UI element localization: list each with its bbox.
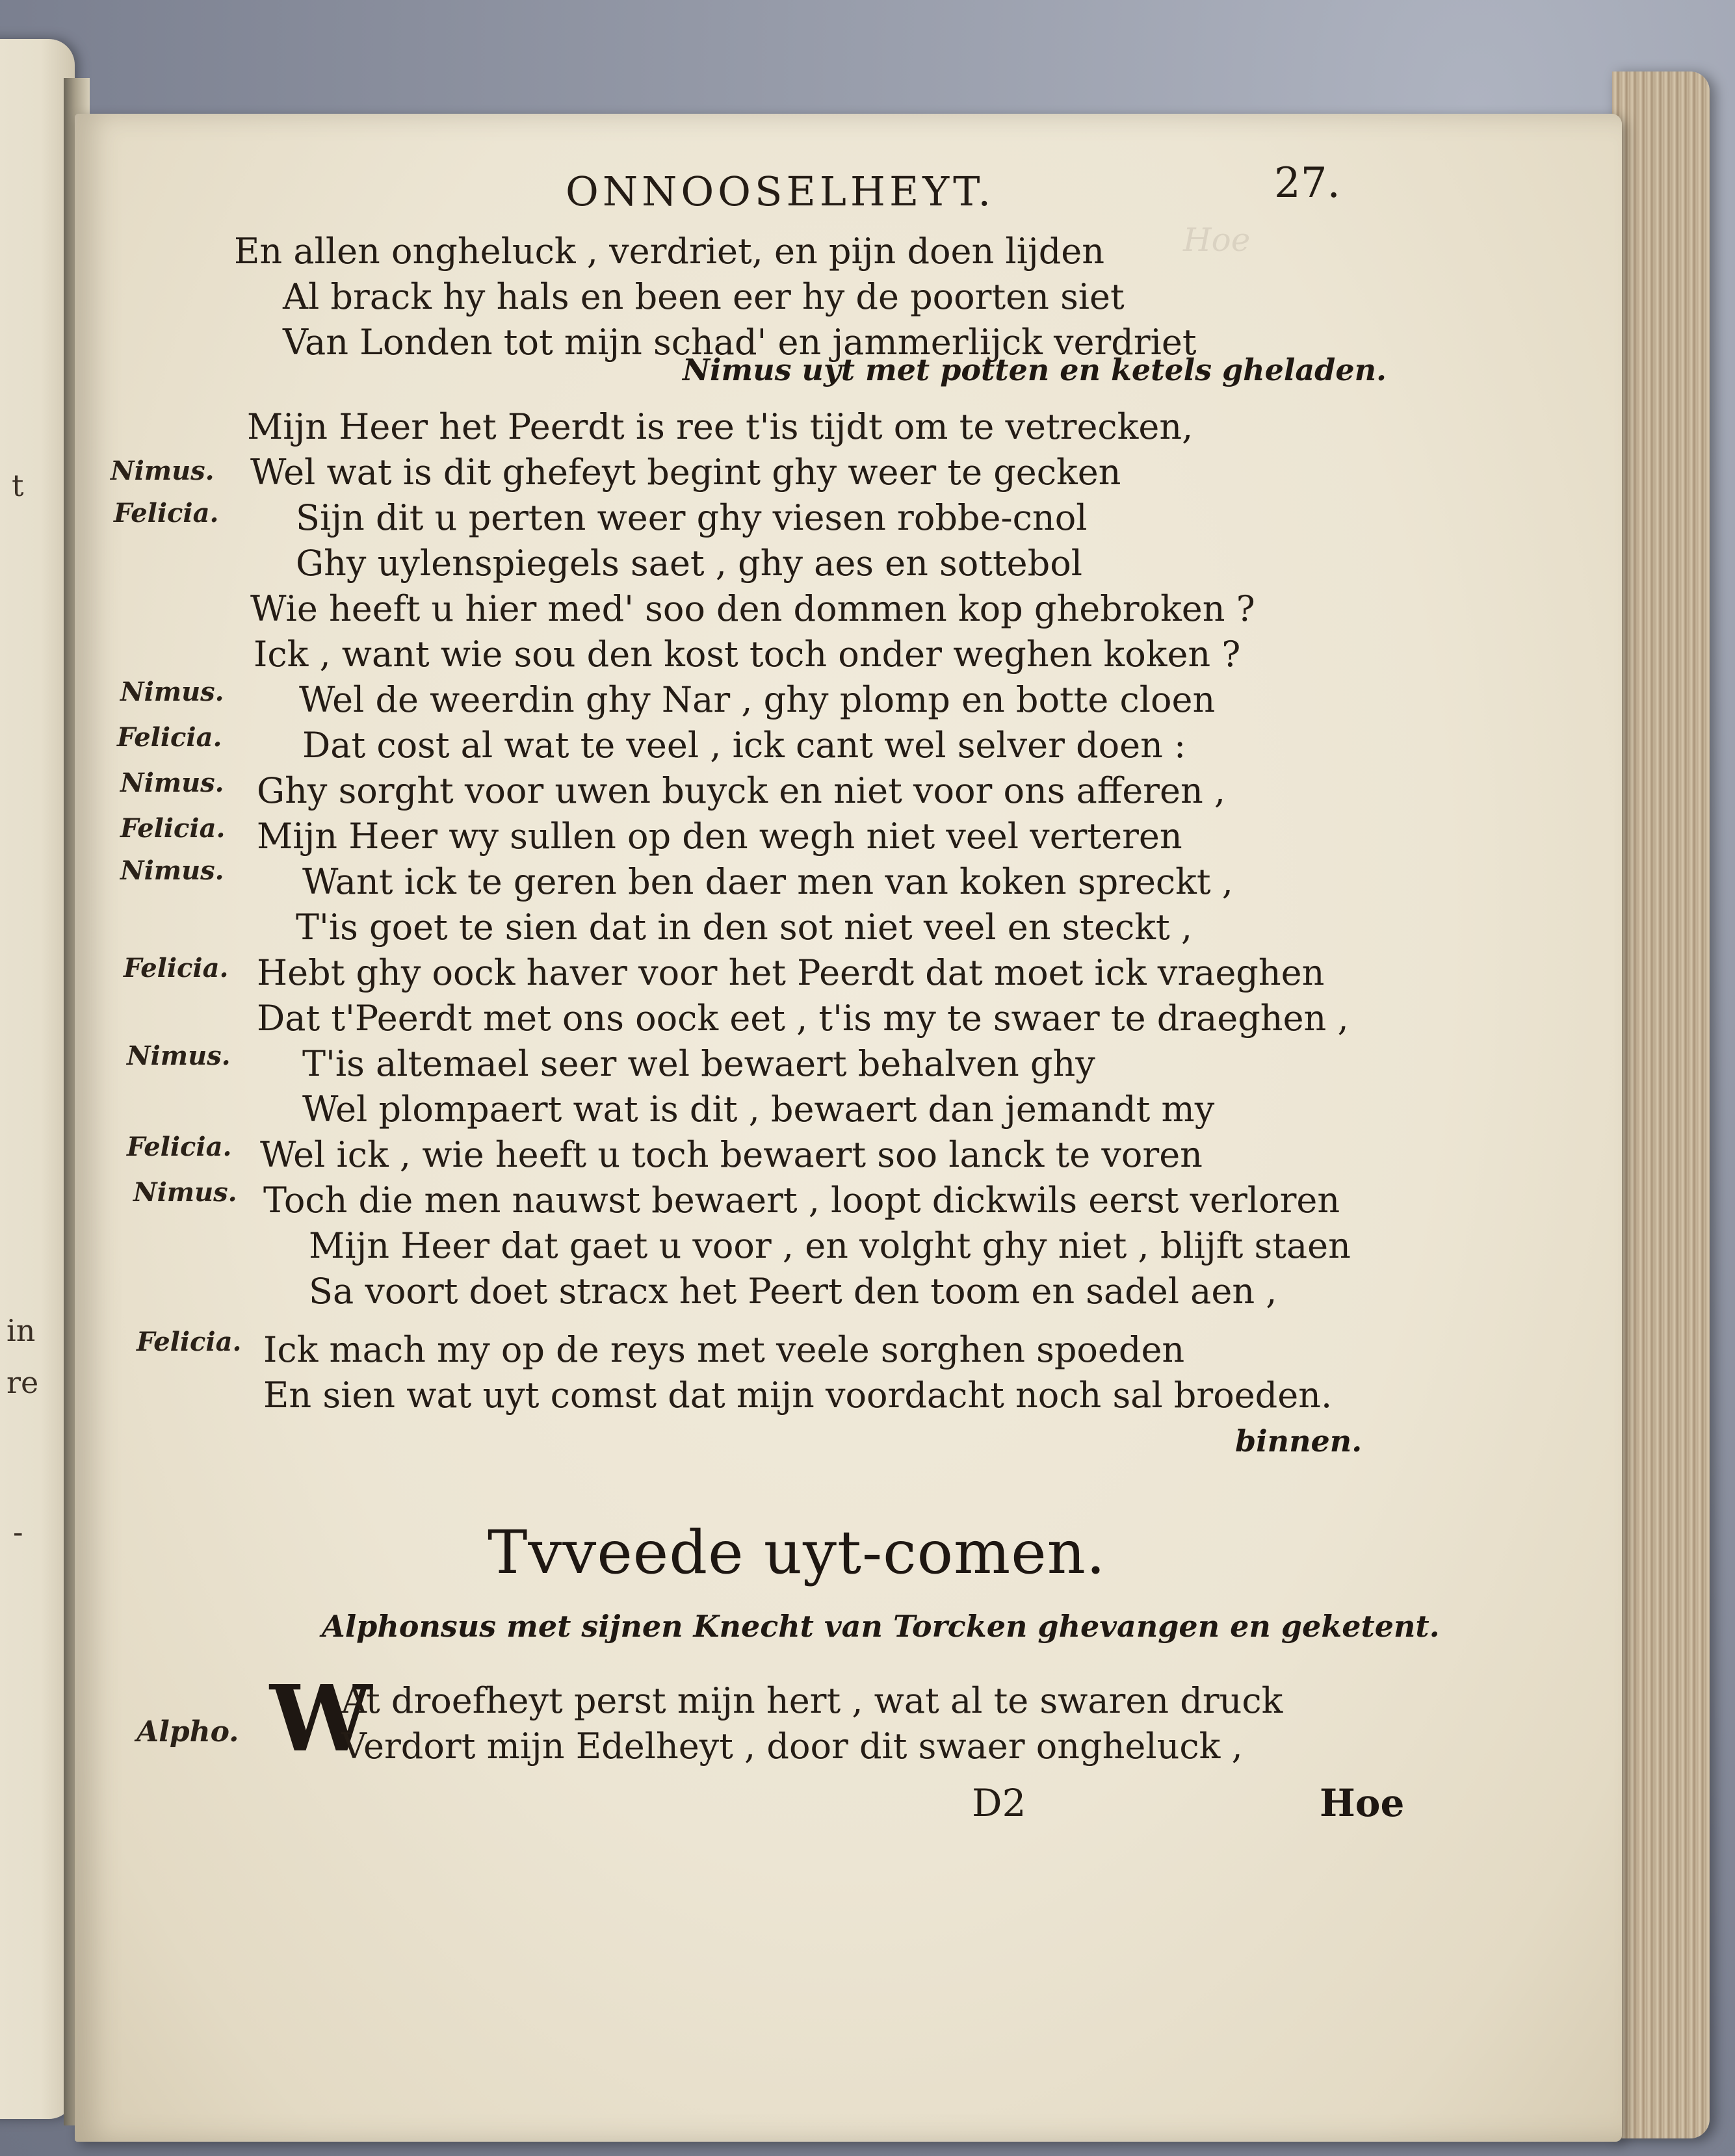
verse-line: Toch die men nauwst bewaert , loopt dickwils eerst verloren: [263, 1180, 1340, 1221]
verse-line: Mijn Heer wy sullen op den wegh niet veel verteren: [257, 816, 1182, 857]
left-page-fragment: t: [12, 468, 24, 503]
speaker-label: Nimus.: [133, 1177, 237, 1208]
verse-line: Hebt ghy oock haver voor het Peerdt dat moet ick vraeghen: [257, 952, 1325, 993]
left-page-fragment: -: [13, 1514, 23, 1550]
verse-line: Ick , want wie sou den kost toch onder weghen koken ?: [254, 634, 1241, 675]
page-edges: [1612, 71, 1710, 2138]
catchword: Hoe: [1320, 1781, 1405, 1825]
speaker-label: Nimus.: [127, 1041, 231, 1071]
drop-cap: W: [270, 1666, 372, 1773]
verse-line: En sien wat uyt comst dat mijn voordacht noch sal broeden.: [263, 1375, 1333, 1416]
verse-line: Ghy uylenspiegels saet , ghy aes en sottebol: [296, 543, 1082, 584]
verse-line: Wel wat is dit ghefeyt begint ghy weer te gecken: [250, 452, 1121, 493]
speaker-label: Felicia.: [127, 1132, 232, 1162]
verse-line: Sa voort doet stracx het Peert den toom en sadel aen ,: [309, 1271, 1277, 1312]
section-title: Tvveede uyt-comen.: [488, 1518, 1106, 1587]
verse-line: Want ick te geren ben daer men van koken spreckt ,: [302, 861, 1233, 902]
speaker-label: Felicia.: [137, 1327, 242, 1357]
stage-direction: binnen.: [1235, 1423, 1363, 1459]
verse-line: En allen ongheluck , verdriet, en pijn doen lijden: [234, 231, 1105, 272]
speaker-label: Felicia.: [124, 953, 229, 983]
verse-line: T'is altemael seer wel bewaert behalven ghy: [302, 1043, 1095, 1084]
verse-line: Sijn dit u perten weer ghy viesen robbe-cnol: [296, 497, 1088, 538]
speaker-label: Felicia.: [114, 498, 219, 528]
verse-line: Ick mach my op de reys met veele sorghen spoeden: [263, 1329, 1185, 1370]
speaker-label: Nimus.: [120, 855, 224, 886]
verse-line: Mijn Heer dat gaet u voor , en volght ghy niet , blijft staen: [309, 1225, 1351, 1266]
verse-line: Wie heeft u hier med' soo den dommen kop ghebroken ?: [250, 588, 1255, 629]
section-subtitle: Alphonsus met sijnen Knecht van Torcken ghevangen en geketent.: [322, 1609, 1440, 1644]
speaker-label: Nimus.: [120, 768, 224, 798]
speaker-label: Felicia.: [120, 813, 226, 844]
verse-line: Dat t'Peerdt met ons oock eet , t'is my te swaer te draeghen ,: [257, 998, 1349, 1039]
verse-line: Verdort mijn Edelheyt , door dit swaer ongheluck ,: [341, 1726, 1243, 1767]
left-page-fragment: re: [7, 1365, 39, 1400]
speaker-label: Nimus.: [111, 456, 215, 486]
page-number: 27.: [1274, 159, 1340, 207]
show-through-text: Hoe: [1183, 221, 1251, 259]
running-title: ONNOOSELHEYT.: [566, 168, 995, 215]
left-page-fragment: in: [7, 1313, 36, 1348]
stage-direction: Nimus uyt met potten en ketels gheladen.: [683, 352, 1387, 387]
verse-line: Mijn Heer het Peerdt is ree t'is tijdt om te vetrecken,: [247, 406, 1194, 447]
verse-line: Wel ick , wie heeft u toch bewaert soo lanck te voren: [260, 1134, 1203, 1175]
signature-mark: D2: [972, 1781, 1026, 1825]
verse-line: At droefheyt perst mijn hert , wat al te swaren druck: [341, 1680, 1283, 1721]
verse-line: Ghy sorght voor uwen buyck en niet voor ons afferen ,: [257, 770, 1226, 811]
verse-line: Van Londen tot mijn schad' en jammerlijck verdriet: [283, 322, 1197, 363]
speaker-label: Alpho.: [137, 1715, 239, 1748]
verse-line: Wel plompaert wat is dit , bewaert dan jemandt my: [302, 1089, 1215, 1130]
verse-line: T'is goet te sien dat in den sot niet veel en steckt ,: [296, 907, 1193, 948]
speaker-label: Nimus.: [120, 677, 224, 707]
verse-line: Wel de weerdin ghy Nar , ghy plomp en botte cloen: [299, 679, 1216, 720]
verse-line: Dat cost al wat te veel , ick cant wel selver doen :: [302, 725, 1186, 766]
speaker-label: Felicia.: [117, 722, 222, 753]
verse-line: Al brack hy hals en been eer hy de poorten siet: [283, 276, 1125, 317]
